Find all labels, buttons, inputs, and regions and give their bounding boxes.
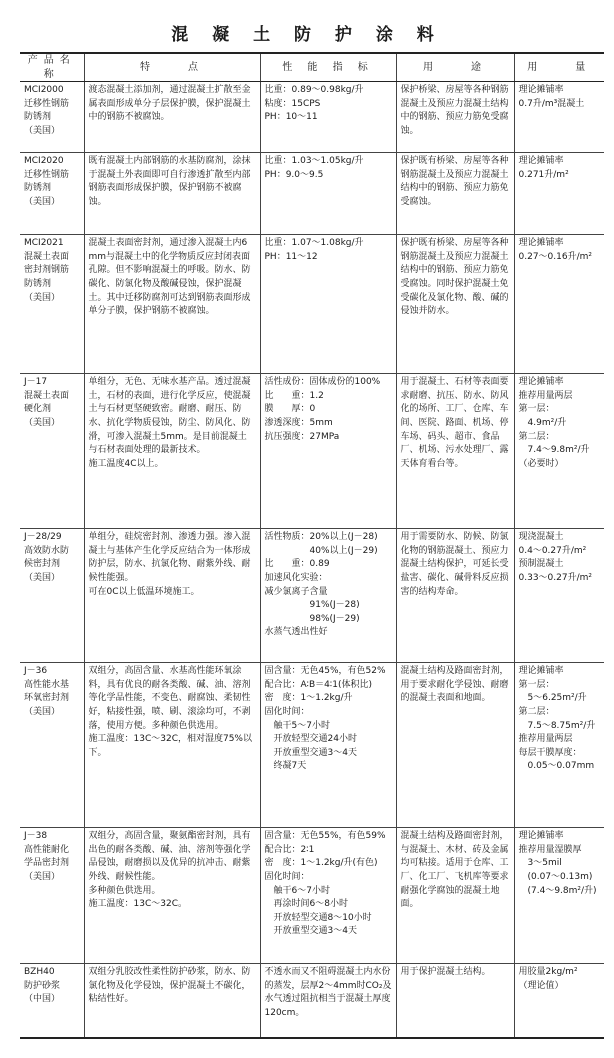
product-features: 单组分，硅烷密封剂、渗透力强。渗入混凝土与基体产生化学反应结合为一体形成防护层，防水、抗氯化物、耐紫外线、耐候性能强。 可在0C以上低温环境施工。 [88, 532, 251, 597]
product-features: 双组分，高固含量，聚氨酯密封剂，具有出色的耐各类酸、碱、油、溶剂等强化学品侵蚀，耐磨损以及优异的抗冲击、耐紫外线、耐候性能。 多种颜色供选用。 施工温度：13C～32C。 [88, 831, 251, 910]
table-row [20, 663, 604, 828]
product-specs: 不透水而又不阻碍混凝土内水份的蒸发，层厚2～4mm时CO₂及水气透过阻抗相当于混凝土厚度120cm。 [264, 967, 392, 1018]
product-name: J－38 高性能耐化 学品密封剂 （美国） [24, 831, 70, 882]
product-name: BZH40 防护砂浆 （中国） [24, 967, 61, 1005]
product-dosage: 用胶量2kg/m² （理论值） [518, 967, 578, 991]
product-uses: 混凝土结构及路面密封剂，与混凝土、木材、砖及金属均可粘接。适用于仓库、工厂、化工厂、飞机库等要求耐强化学腐蚀的混凝土地面。 [400, 831, 509, 910]
product-specs: 固含量：无色55%，有色59% 配合比：2∶1 密 度：1～1.2kg/升(有色) 固化时间： 触干6～7小时 再涂时间6～8小时 开放轻型交通8～10小时 开放重型交通3～4天 [264, 831, 386, 937]
product-uses: 混凝土结构及路面密封剂，用于要求耐化学侵蚀、耐磨的混凝土表面和地面。 [400, 666, 509, 704]
product-table [20, 52, 604, 1039]
table-row [20, 529, 604, 663]
header-features: 特 点 [84, 53, 260, 82]
table-row [20, 235, 604, 374]
product-specs: 比重：1.07～1.08kg/升 PH：11～12 [264, 238, 364, 262]
product-specs: 比重：1.03～1.05kg/升 PH：9.0～9.5 [264, 156, 364, 180]
table-row [20, 828, 604, 964]
product-uses: 保护桥梁、房屋等各种钢筋混凝土及预应力混凝土结构中的钢筋、预应力筋免受腐蚀。 [400, 85, 509, 136]
product-specs: 活性成份：固体成份的100% 比 重：1.2 膜 厚：0 渗透深度：5mm 抗压强度：27MPa [264, 377, 381, 442]
product-uses: 用于混凝土、石材等表面要求耐磨、抗压、防水、防风化的场所、工厂、仓库、车间、医院、路面、机场、停车场、码头、超市、食品厂、机场、污水处理厂、露天体育看台等。 [400, 377, 509, 469]
product-specs: 固含量：无色45%，有色52% 配合比：A∶B＝4∶1(体积比) 密 度：1～1.2kg/升 固化时间： 触干5～7小时 开放轻型交通24小时 开放重型交通3～4天 终凝7天 [264, 666, 386, 772]
product-dosage: 理论摊铺率 0.7升/m³混凝土 [518, 85, 585, 109]
product-dosage: 理论摊铺率 推荐用量两层 第一层： 4.9m²/升 第二层： 7.4～9.8m²/升 （必要时） [518, 377, 590, 469]
product-name: J－28/29 高效防水防 候密封剂 （美国） [24, 532, 70, 583]
product-dosage: 理论摊铺率 0.271升/m² [518, 156, 569, 180]
product-name: MCI2020 迁移性钢筋 防锈剂 （美国） [24, 156, 70, 207]
header-dosage: 用 量 [514, 53, 604, 82]
product-features: 双组分乳胶改性柔性防护砂浆，防水、防氯化物及化学侵蚀，保护混凝土不碳化，粘结性好。 [88, 967, 251, 1005]
product-features: 混凝土表面密封剂，通过渗入混凝土内6mm与混凝土中的化学物质反应封闭表面孔隙。但不影响混凝土的呼吸。防水、防碳化、防氯化物及酸碱侵蚀，保护混凝土。其中迁移防腐剂可达到钢筋表面形成单分子膜，保护钢筋不被腐蚀。 [88, 238, 251, 317]
page-title: 混 凝 土 防 护 涂 料 [171, 25, 443, 45]
header-specs: 性 能 指 标 [260, 53, 396, 82]
product-dosage: 现浇混凝土 0.4～0.27升/m² 预制混凝土 0.33～0.27升/m² [518, 532, 592, 583]
product-dosage: 理论摊铺率 0.27～0.16升/m² [518, 238, 592, 262]
table-row [20, 153, 604, 235]
table-row [20, 374, 604, 529]
product-dosage: 理论摊铺率 第一层： 5～6.25m²/升 第二层： 7.5～8.75m²/升 推荐用量两层 每层干膜厚度： 0.05～0.07mm [518, 666, 596, 772]
product-name: MCI2000 迁移性钢筋 防锈剂 （美国） [24, 85, 70, 136]
table-header-row [20, 53, 604, 82]
product-specs: 活性物质：20%以上(J－28) 40%以上(J－29) 比 重：0.89 加速风化实验： 减少氯离子含量 91%(J－28) 98%(J－29) 水蒸气透出性好 [264, 532, 378, 638]
header-uses: 用 途 [396, 53, 514, 82]
product-name: MCI2021 混凝土表面 密封剂钢筋 防锈剂 （美国） [24, 238, 70, 303]
product-uses: 用于保护混凝土结构。 [400, 967, 491, 978]
product-uses: 用于需要防水、防候、防氯化物的钢筋混凝土、预应力混凝土结构保护，可延长受盐害、碳化、碱骨料反应损害的结构寿命。 [400, 532, 509, 597]
product-uses: 保护既有桥梁、房屋等各种钢筋混凝土及预应力混凝土结构中的钢筋、预应力筋免受腐蚀。 [400, 156, 509, 207]
product-specs: 比重：0.89～0.98kg/升 粘度：15CPS PH：10～11 [264, 85, 364, 123]
product-features: 渡态混凝土添加剂，通过混凝土扩散至金属表面形成单分子层保护膜，保护混凝土中的钢筋不被腐蚀。 [88, 85, 251, 123]
product-features: 既有混凝土内部钢筋的水基防腐剂，涂抹于混凝土外表面即可自行渗透扩散至内部钢筋表面形成保护膜，保护钢筋不被腐蚀。 [88, 156, 251, 207]
table-row [20, 82, 604, 153]
product-name: J－36 高性能水基 环氧密封剂 （美国） [24, 666, 70, 717]
header-product-name: 产品名称 [20, 53, 84, 82]
product-name: J－17 混凝土表面 硬化剂 （美国） [24, 377, 70, 428]
table-row [20, 964, 604, 1038]
product-features: 单组分，无色、无味水基产品。透过混凝土，石材的表面，进行化学反应，使混凝土与石材更坚硬致密。耐磨、耐压、防水、抗化学物质侵蚀，防尘、防风化、防滑，可渗入混凝土5mm。是目前混凝土与石材表面处理的最新技术。 施工温度4C以上。 [88, 377, 251, 469]
product-dosage: 理论摊铺率 推荐用量湿膜厚 3～5mil (0.07～0.13m) (7.4～9.8m²/升) [518, 831, 597, 896]
product-uses: 保护既有桥梁、房屋等各种钢筋混凝土及预应力混凝土结构中的钢筋、预应力筋免受腐蚀。同时保护混凝土免受碳化及氯化物、酸、碱的侵蚀并防水。 [400, 238, 509, 317]
product-features: 双组分，高固含量、水基高性能环氧涂料，具有优良的耐各类酸、碱、油、溶剂等化学品性能，不变色、耐腐蚀、柔韧性好，粘接性强，喷、刷、滚涂均可，不剥落，使用方便。多种颜色供选用。 施工温度：13C～32C，相对湿度75%以下。 [88, 666, 252, 758]
